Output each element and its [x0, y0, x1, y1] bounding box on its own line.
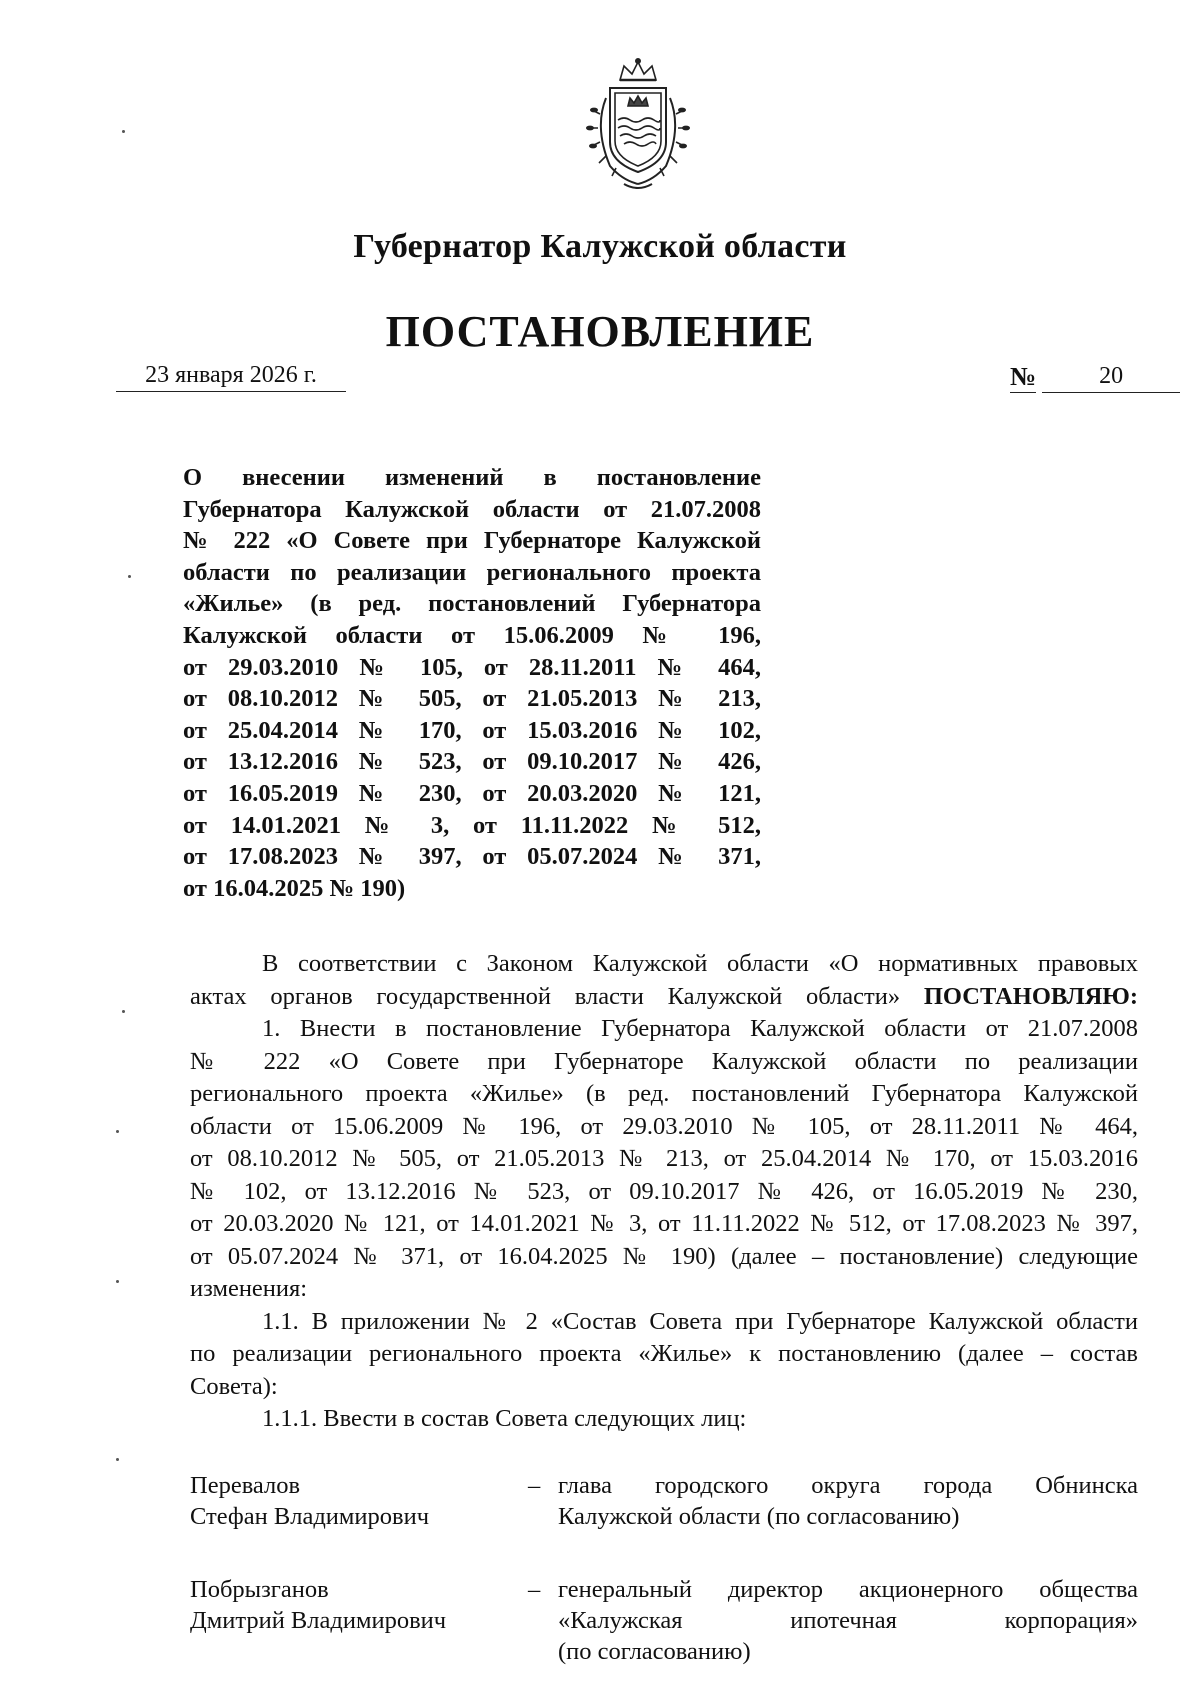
item-1-line: № 222 «О Совете при Губернаторе Калужской области по реализации	[190, 1047, 1138, 1075]
title-line: от 08.10.2012 № 505, от 21.05.2013 № 213,	[183, 685, 761, 713]
title-line: от 13.12.2016 № 523, от 09.10.2017 № 426,	[183, 748, 761, 776]
document-number	[1010, 362, 1180, 393]
item-1-1-line: Совета):	[190, 1372, 278, 1400]
member-given-name: Стефан Владимирович	[190, 1503, 430, 1530]
member-position-line: глава городского округа города Обнинска	[558, 1472, 1138, 1499]
member-surname: Побрызганов	[190, 1576, 329, 1603]
resolve-keyword: ПОСТАНОВЛЯЮ:	[923, 982, 1139, 1010]
member-name	[190, 1470, 490, 1532]
title-line: от 14.01.2021 № 3, от 11.11.2022 № 512,	[183, 811, 761, 839]
item-1-1-line: по реализации регионального проекта «Жилье» к постановлению (далее – состав	[190, 1340, 1138, 1367]
scan-speck	[122, 130, 125, 133]
scan-speck	[116, 1458, 119, 1461]
title-line: № 222 «О Совете при Губернаторе Калужской	[183, 527, 761, 555]
member-position	[558, 1470, 1138, 1532]
title-line: области по реализации регионального проекта	[183, 558, 761, 586]
title-line: О внесении изменений в постановление	[183, 464, 761, 491]
item-1-line: изменения:	[190, 1275, 308, 1302]
preamble-text: актах органов государственной власти Калужской области»	[190, 982, 901, 1010]
item-1-line: от 05.07.2024 № 371, от 16.04.2025 № 190) (далее – постановление) следующие	[190, 1242, 1138, 1270]
item-1-1-line: 1.1. В приложении № 2 «Состав Совета при Губернаторе Калужской области	[262, 1307, 1138, 1335]
title-line: от 16.04.2025 № 190)	[183, 874, 406, 902]
member-position-line: генеральный директор акционерного общества	[558, 1576, 1138, 1603]
preamble-line	[190, 981, 1138, 1014]
coat-of-arms-emblem	[580, 58, 696, 192]
item-1-line: от 20.03.2020 № 121, от 14.01.2021 № 3, от 11.11.2022 № 512, от 17.08.2023 № 397,	[190, 1210, 1138, 1237]
title-line: от 25.04.2014 № 170, от 15.03.2016 № 102,	[183, 716, 761, 744]
member-dash: –	[528, 1472, 541, 1499]
title-line: Калужской области от 15.06.2009 № 196,	[183, 621, 761, 649]
title-line: Губернатора Калужской области от 21.07.2008	[183, 495, 761, 523]
title-line: от 17.08.2023 № 397, от 05.07.2024 № 371,	[183, 843, 761, 871]
member-dash: –	[528, 1576, 541, 1603]
scan-speck	[128, 575, 131, 578]
document-subject-title	[183, 462, 761, 904]
item-1-line: регионального проекта «Жилье» (в ред. постановлений Губернатора Калужской	[190, 1080, 1138, 1107]
item-1-line: области от 15.06.2009 № 196, от 29.03.2010 № 105, от 28.11.2011 № 464,	[190, 1112, 1138, 1140]
preamble-line: В соответствии с Законом Калужской области «О нормативных правовых	[262, 950, 1138, 977]
member-given-name: Дмитрий Владимирович	[190, 1607, 447, 1634]
document-date: 23 января 2026 г.	[116, 362, 346, 392]
member-position-line: Калужской области (по согласованию)	[558, 1503, 960, 1530]
document-body	[190, 948, 1138, 1436]
organization-title: Губернатор Калужской области	[353, 228, 847, 265]
item-1-line: 1. Внести в постановление Губернатора Калужской области от 21.07.2008	[262, 1015, 1138, 1042]
member-position-line: (по согласованию)	[558, 1638, 751, 1665]
title-line: от 16.05.2019 № 230, от 20.03.2020 № 121,	[183, 779, 761, 807]
member-position-line: «Калужская ипотечная корпорация»	[558, 1607, 1138, 1634]
item-1-1-1-line: 1.1.1. Ввести в состав Совета следующих лиц:	[262, 1405, 747, 1432]
member-position	[558, 1574, 1138, 1667]
number-sign: №	[1010, 362, 1037, 391]
title-line: от 29.03.2010 № 105, от 28.11.2011 № 464,	[183, 653, 761, 681]
member-surname: Перевалов	[190, 1472, 301, 1499]
item-1-line: от 08.10.2012 № 505, от 21.05.2013 № 213, от 25.04.2014 № 170, от 15.03.2016	[190, 1145, 1138, 1172]
document-type-heading: ПОСТАНОВЛЕНИЕ	[385, 307, 815, 356]
item-1-line: № 102, от 13.12.2016 № 523, от 09.10.2017 № 426, от 16.05.2019 № 230,	[190, 1177, 1138, 1205]
title-line: «Жилье» (в ред. постановлений Губернатора	[183, 590, 761, 618]
member-name	[190, 1574, 490, 1636]
number-value: 20	[1042, 363, 1180, 393]
scan-speck	[116, 1280, 119, 1283]
scan-speck	[116, 1130, 119, 1133]
scan-speck	[122, 1010, 125, 1013]
